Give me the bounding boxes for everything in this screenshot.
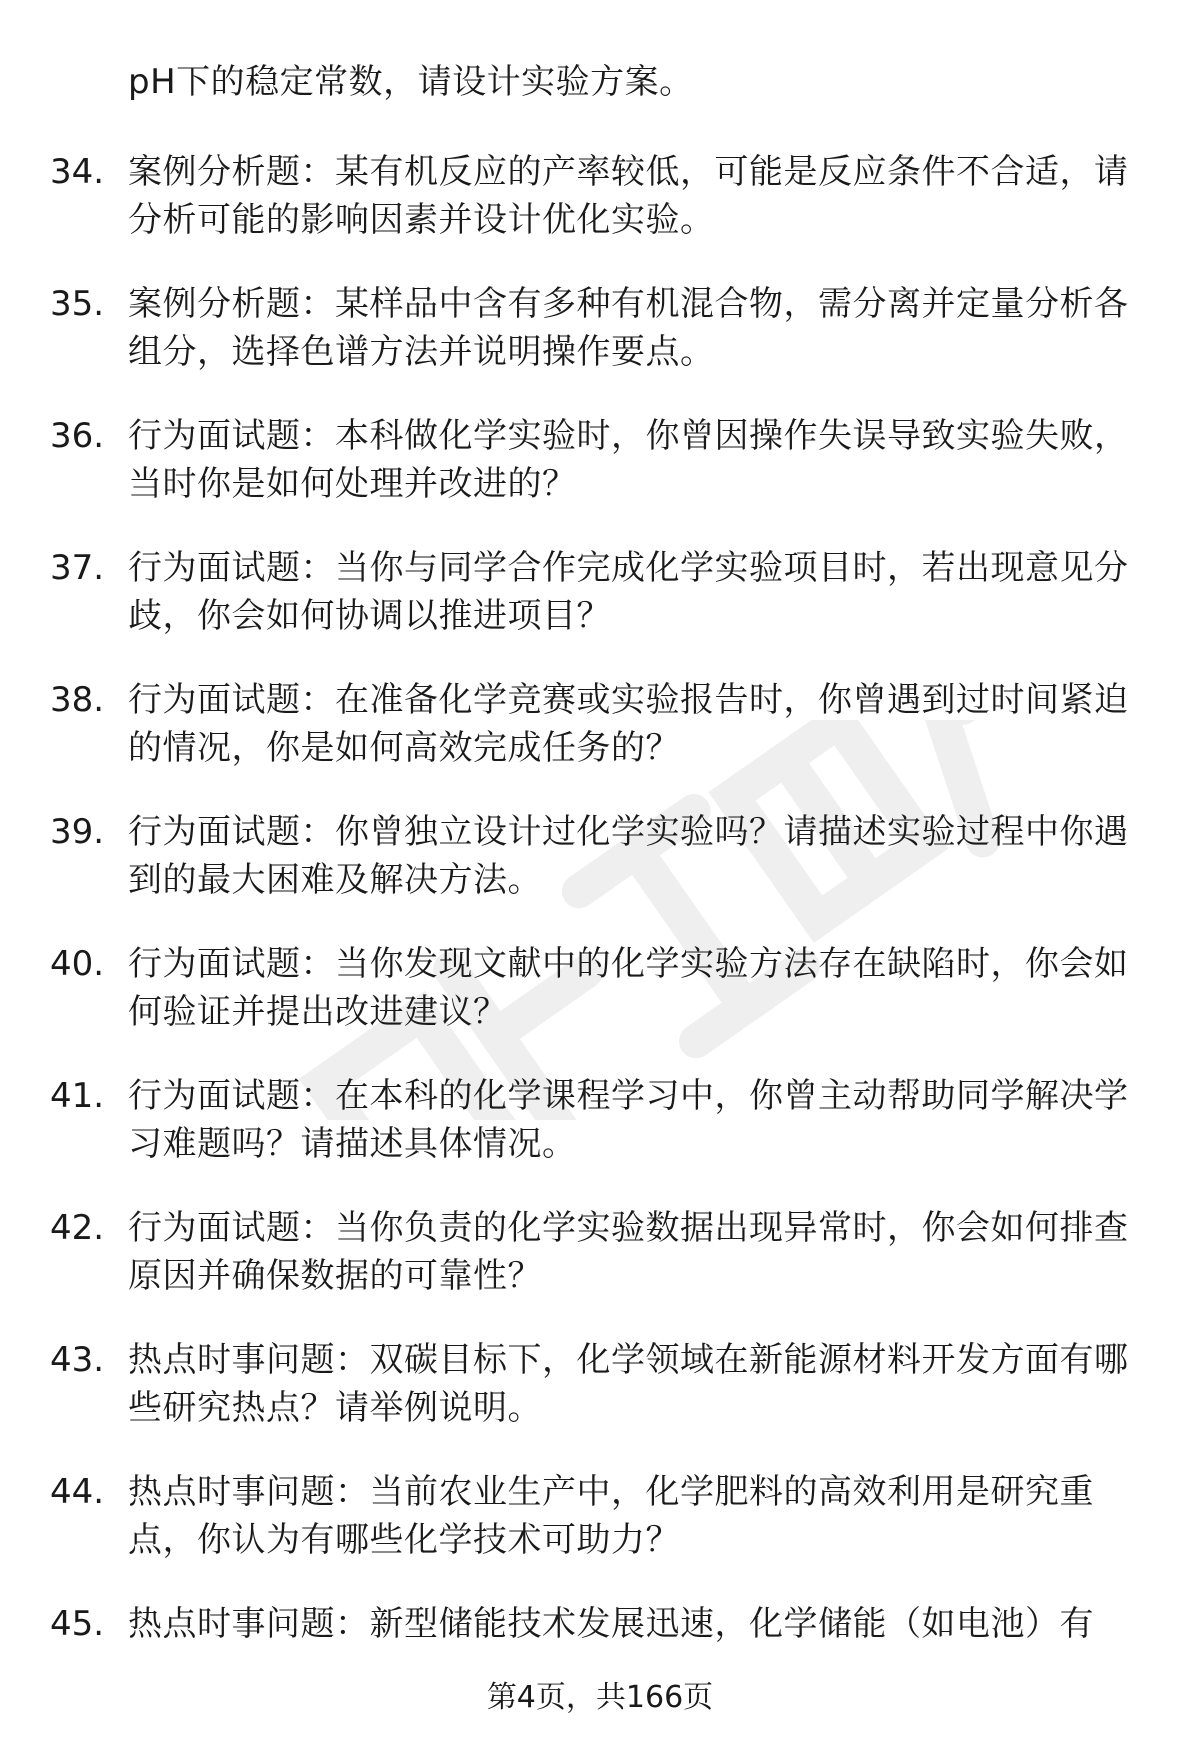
question-text: 热点时事问题：新型储能技术发展迅速，化学储能（如电池）有 <box>128 1604 1094 1644</box>
question-text: 行为面试题：当你与同学合作完成化学实验项目时，若出现意见分歧，你会如何协调以推进项目？ <box>128 548 1129 636</box>
question-number: 38. <box>50 680 105 720</box>
list-item <box>0 1072 1200 1204</box>
question-number: 44. <box>50 1472 105 1512</box>
list-item <box>0 1336 1200 1468</box>
list-item <box>0 412 1200 544</box>
question-text: 行为面试题：你曾独立设计过化学实验吗？请描述实验过程中你遇到的最大困难及解决方法。 <box>128 812 1129 900</box>
question-text: 行为面试题：本科做化学实验时，你曾因操作失误导致实验失败，当时你是如何处理并改进的？ <box>128 416 1129 504</box>
question-number: 35. <box>50 284 105 324</box>
question-text: 行为面试题：在准备化学竞赛或实验报告时，你曾遇到过时间紧迫的情况，你是如何高效完成任务的？ <box>128 680 1129 768</box>
list-item <box>0 280 1200 412</box>
page-footer: 第4页，共166页 <box>486 1680 714 1715</box>
question-text: 行为面试题：在本科的化学课程学习中，你曾主动帮助同学解决学习难题吗？请描述具体情况。 <box>128 1076 1129 1164</box>
question-number: 34. <box>50 152 105 192</box>
question-number: 43. <box>50 1340 105 1380</box>
question-number: 40. <box>50 944 105 984</box>
question-list <box>0 148 1200 1732</box>
continuation-text: pH下的稳定常数，请设计实验方案。 <box>128 62 694 102</box>
question-text: 案例分析题：某样品中含有多种有机混合物，需分离并定量分析各组分，选择色谱方法并说明操作要点。 <box>128 284 1129 372</box>
list-item <box>0 808 1200 940</box>
question-text: 案例分析题：某有机反应的产率较低，可能是反应条件不合适，请分析可能的影响因素并设计优化实验。 <box>128 152 1129 240</box>
question-text: 行为面试题：当你负责的化学实验数据出现异常时，你会如何排查原因并确保数据的可靠性？ <box>128 1208 1129 1296</box>
list-item <box>0 148 1200 280</box>
list-item <box>0 544 1200 676</box>
question-number: 37. <box>50 548 105 588</box>
list-item <box>0 1204 1200 1336</box>
question-number: 36. <box>50 416 105 456</box>
question-number: 39. <box>50 812 105 852</box>
list-item <box>0 676 1200 808</box>
list-item <box>0 1468 1200 1600</box>
question-number: 41. <box>50 1076 105 1116</box>
question-text: 行为面试题：当你发现文献中的化学实验方法存在缺陷时，你会如何验证并提出改进建议？ <box>128 944 1129 1032</box>
question-text: 热点时事问题：当前农业生产中，化学肥料的高效利用是研究重点，你认为有哪些化学技术可助力？ <box>128 1472 1094 1560</box>
question-number: 42. <box>50 1208 105 1248</box>
question-text: 热点时事问题：双碳目标下，化学领域在新能源材料开发方面有哪些研究热点？请举例说明。 <box>128 1340 1129 1428</box>
question-number: 45. <box>50 1604 105 1644</box>
list-item <box>0 940 1200 1072</box>
